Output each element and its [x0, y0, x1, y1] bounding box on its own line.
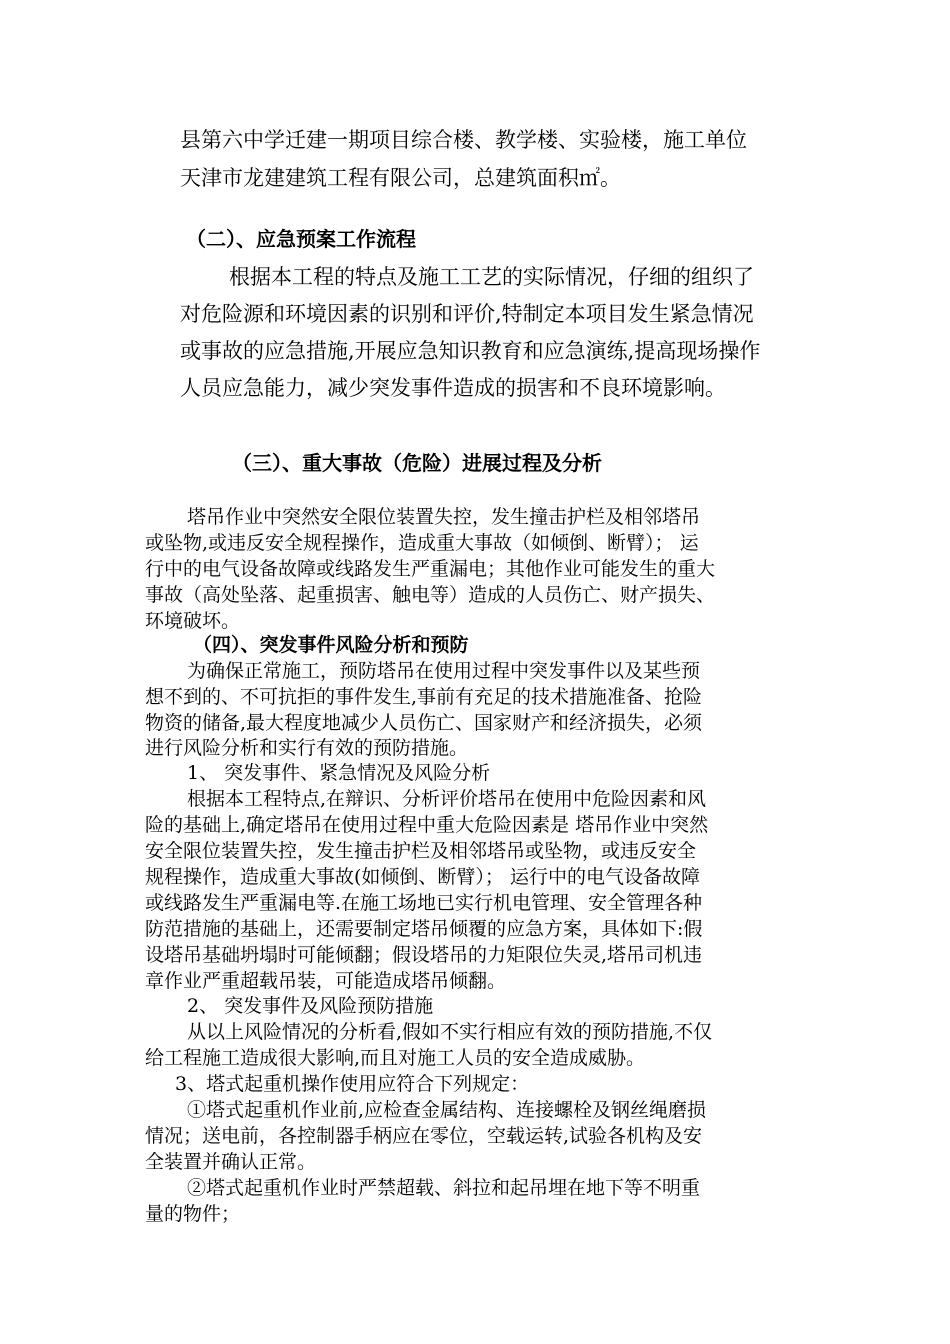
- rule-item-2: ②塔式起重机作业时严禁超载、斜拉和起吊埋在地下等不明重: [187, 1177, 701, 1199]
- section4-line: 进行风险分析和实行有效的预防措施。: [145, 737, 469, 759]
- section4-line: 险的基础上,确定塔吊在使用过程中重大危险因素是 塔吊作业中突然: [145, 814, 709, 836]
- subheading-1: 1、 突发事件、紧急情况及风险分析: [187, 762, 491, 784]
- subheading-2: 2、 突发事件及风险预防措施: [187, 995, 434, 1017]
- section4-line: 根据本工程特点,在辩识、分析评价塔吊在使用中危险因素和风: [187, 788, 707, 810]
- section2-line: 人员应急能力，减少突发事件造成的损害和不良环境影响。: [180, 376, 726, 400]
- section3-line: 事故（高处坠落、起重损害、触电等）造成的人员伤亡、财产损失、: [145, 584, 716, 606]
- intro-line: 县第六中学迁建一期项目综合楼、教学楼、实验楼，施工单位: [180, 128, 747, 152]
- section-heading-4: （四）、突发事件风险分析和预防: [193, 634, 469, 656]
- section4-line: 从以上风险情况的分析看,假如不实行相应有效的预防措施,不仅: [187, 1021, 713, 1043]
- section-heading-3: （三）、重大事故（危险）进展过程及分析: [232, 451, 602, 475]
- section3-line: 行中的电气设备故障或线路发生严重漏电；其他作业可能发生的重大: [145, 558, 716, 580]
- section2-line: 根据本工程的特点及施工工艺的实际情况，仔细的组织了: [229, 265, 754, 289]
- section4-line: 规程操作，造成重大事故(如倾倒、断臂）； 运行中的电气设备故障: [145, 866, 700, 888]
- section3-line: 或坠物,或违反安全规程操作，造成重大事故（如倾倒、断臂）； 运: [145, 532, 699, 554]
- section4-line: 给工程施工造成很大影响,而且对施工人员的安全造成威胁。: [145, 1047, 646, 1069]
- section4-line: 设塔吊基础坍塌时可能倾翻；假设塔吊的力矩限位失灵,塔吊司机违: [145, 944, 703, 966]
- section4-line: 或线路发生严重漏电等.在施工场地已实行机电管理、安全管理各种: [145, 892, 703, 914]
- section3-line: 塔吊作业中突然安全限位装置失控，发生撞击护栏及相邻塔吊: [187, 506, 701, 528]
- rule-item-1: ①塔式起重机作业前,应检查金属结构、连接螺栓及钢丝绳磨损: [187, 1099, 707, 1121]
- section4-line: 量的物件；: [145, 1203, 241, 1225]
- section4-line: 想不到的、不可抗拒的事件发生,事前有充足的技术措施准备、抢险: [145, 686, 703, 708]
- section4-line: 章作业严重超载吊装，可能造成塔吊倾翻。: [145, 970, 507, 992]
- section4-line: 情况；送电前，各控制器手柄应在零位，空载运转,试验各机构及安: [145, 1125, 703, 1147]
- section2-line: 对危险源和环境因素的识别和评价,特制定本项目发生紧急情况: [180, 302, 754, 326]
- section4-line: 为确保正常施工，预防塔吊在使用过程中突发事件以及某些预: [187, 660, 701, 682]
- section-heading-2: （二）、应急预案工作流程: [186, 227, 416, 251]
- section3-line: 环境破坏。: [145, 610, 241, 632]
- section4-line: 安全限位装置失控，发生撞击护栏及相邻塔吊或坠物，或违反安全: [145, 840, 697, 862]
- section2-line: 或事故的应急措施,开展应急知识教育和应急演练,提高现场操作: [180, 339, 761, 363]
- intro-line: 天津市龙建建筑工程有限公司，总建筑面积㎡。: [180, 166, 621, 190]
- section4-line: 全装置并确认正常。: [145, 1151, 317, 1173]
- subheading-3: 3、塔式起重机操作使用应符合下列规定：: [175, 1073, 530, 1095]
- section4-line: 防范措施的基础上，还需要制定塔吊倾覆的应急方案，具体如下:假: [145, 918, 703, 940]
- section4-line: 物资的储备,最大程度地减少人员伤亡、国家财产和经济损失，必须: [145, 712, 703, 734]
